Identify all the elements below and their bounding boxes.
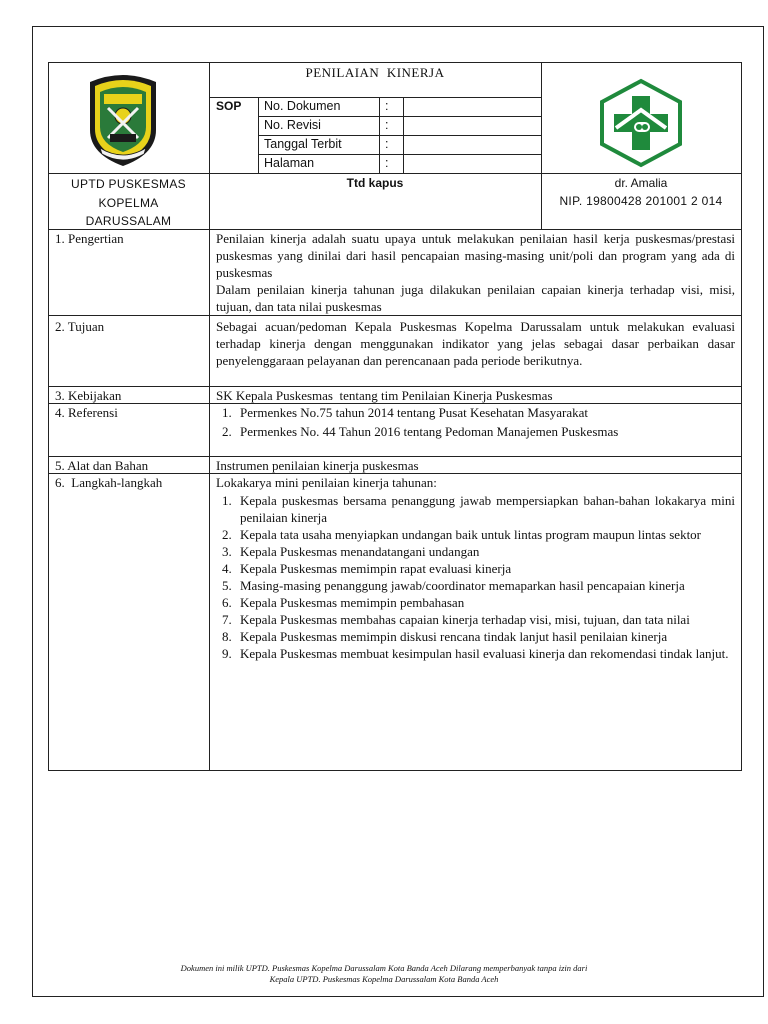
section-content-tujuan bbox=[216, 318, 735, 369]
section-label-tujuan: 2. Tujuan bbox=[55, 319, 105, 334]
section-content-alat-dan-bahan: Instrumen penilaian kinerja puskesmas bbox=[216, 458, 419, 473]
signer-nip: NIP. 19800428 201001 2 014 bbox=[559, 194, 723, 208]
section-content-langkah bbox=[216, 474, 735, 662]
list-item: 4. Kepala Puskesmas memimpin rapat evaluasi kinerja bbox=[222, 561, 512, 576]
section-label-langkah: 6. Langkah-langkah bbox=[55, 475, 163, 490]
list-item: 8. Kepala Puskesmas memimpin diskusi rencana tindak lanjut hasil penilaian kinerja bbox=[222, 629, 668, 644]
field-label-no-dokumen: No. Dokumen bbox=[264, 99, 341, 113]
paragraph: Dalam penilaian kinerja tahunan juga dilakukan penilaian capaian kinerja terhadap visi, misi, tujuan, dan tata nilai puskesmas bbox=[216, 282, 735, 314]
organization-name bbox=[48, 175, 209, 231]
list-item: 1. Permenkes No.75 tahun 2014 tentang Pusat Kesehatan Masyarakat bbox=[222, 405, 589, 420]
signature-label: Ttd kapus bbox=[346, 176, 404, 190]
list-item: 9. Kepala Puskesmas membuat kesimpulan hasil evaluasi kinerja dan rekomendasi tindak lanjut. bbox=[222, 646, 729, 661]
puskesmas-cross-logo-icon bbox=[596, 78, 686, 168]
field-label-tanggal-terbit: Tanggal Terbit bbox=[264, 137, 342, 151]
field-label-no-revisi: No. Revisi bbox=[264, 118, 321, 132]
sop-grid-line bbox=[403, 97, 404, 173]
body-right-border bbox=[741, 229, 742, 771]
list-item: 3. Kepala Puskesmas menandatangani undangan bbox=[222, 544, 480, 559]
org-line: DARUSSALAM bbox=[85, 214, 172, 228]
field-label-halaman: Halaman bbox=[264, 156, 315, 170]
header-right-border bbox=[741, 62, 742, 229]
footer-note bbox=[60, 963, 708, 985]
list-item: 6. Kepala Puskesmas memimpin pembahasan bbox=[222, 595, 465, 610]
field-sep: : bbox=[385, 118, 389, 132]
field-sep: : bbox=[385, 137, 389, 151]
list-item: 2. Permenkes No. 44 Tahun 2016 tentang Pedoman Manajemen Puskesmas bbox=[222, 424, 619, 439]
signer-name: dr. Amalia bbox=[614, 176, 668, 190]
sop-grid-line bbox=[258, 154, 541, 155]
steps-list bbox=[216, 492, 735, 662]
document-title: PENILAIAN KINERJA bbox=[305, 65, 445, 80]
sop-label: SOP bbox=[216, 99, 242, 113]
section-content-kebijakan: SK Kepala Puskesmas tentang tim Penilaian Kinerja Puskesmas bbox=[216, 388, 553, 403]
footer-line: Kepala UPTD. Puskesmas Kopelma Darussalam Kota Banda Aceh bbox=[269, 974, 499, 984]
list-item: 7. Kepala Puskesmas membahas capaian kinerja terhadap visi, misi, tujuan, dan tata nilai bbox=[222, 612, 690, 627]
list-item: 5. Masing-masing penanggung jawab/coordinator memaparkan hasil pencapaian kinerja bbox=[222, 578, 685, 593]
sop-grid-line bbox=[258, 116, 541, 117]
row-border bbox=[48, 770, 742, 771]
footer-line: Dokumen ini milik UPTD. Puskesmas Kopelma Darussalam Kota Banda Aceh Dilarang memperbanyak tanpa izin dari bbox=[180, 963, 588, 973]
header-top-border bbox=[48, 62, 742, 63]
field-sep: : bbox=[385, 99, 389, 113]
body-col-border bbox=[209, 229, 210, 771]
body-left-border bbox=[48, 229, 49, 771]
steps-intro: Lokakarya mini penilaian kinerja tahunan: bbox=[216, 475, 437, 490]
list-item: 2. Kepala tata usaha menyiapkan undangan baik untuk lintas program maupun lintas sektor bbox=[222, 527, 702, 542]
row-border bbox=[48, 315, 742, 316]
field-sep: : bbox=[385, 156, 389, 170]
list-item: 1. Kepala puskesmas bersama penanggung jawab mempersiapkan bahan-bahan lokakarya mini penilaian kinerja bbox=[222, 493, 735, 525]
org-line: KOPELMA bbox=[98, 195, 159, 210]
sop-grid-line bbox=[258, 135, 541, 136]
section-label-kebijakan: 3. Kebijakan bbox=[55, 388, 122, 403]
paragraph: Penilaian kinerja adalah suatu upaya untuk melakukan penilaian hasil kerja puskesmas/prestasi puskesmas yang dinilai dari hasil pencapaian masing-masing unit/poli dan program yang ada di puskesmas bbox=[216, 231, 735, 280]
section-label-referensi: 4. Referensi bbox=[55, 405, 118, 420]
paragraph: Sebagai acuan/pedoman Kepala Puskesmas Kopelma Darussalam untuk melakukan evaluasi terhadap kinerja dengan menggunakan indikator yang jelas sebagai dasar perbaikan dasar penyelenggaraan pelayanan dan perencanaan pada periode berikutnya. bbox=[216, 319, 735, 368]
header-col1-border bbox=[209, 62, 210, 229]
section-label-alat-dan-bahan: 5. Alat dan Bahan bbox=[55, 458, 149, 473]
sop-grid-line bbox=[258, 97, 259, 173]
org-line: UPTD PUSKESMAS bbox=[71, 177, 186, 191]
sop-grid-line bbox=[379, 97, 380, 173]
header-mid-border bbox=[48, 173, 742, 174]
section-label-pengertian: 1. Pengertian bbox=[55, 231, 124, 246]
section-content-pengertian bbox=[216, 230, 735, 315]
section-content-referensi bbox=[222, 404, 735, 440]
aceh-coat-of-arms-icon bbox=[86, 72, 160, 168]
